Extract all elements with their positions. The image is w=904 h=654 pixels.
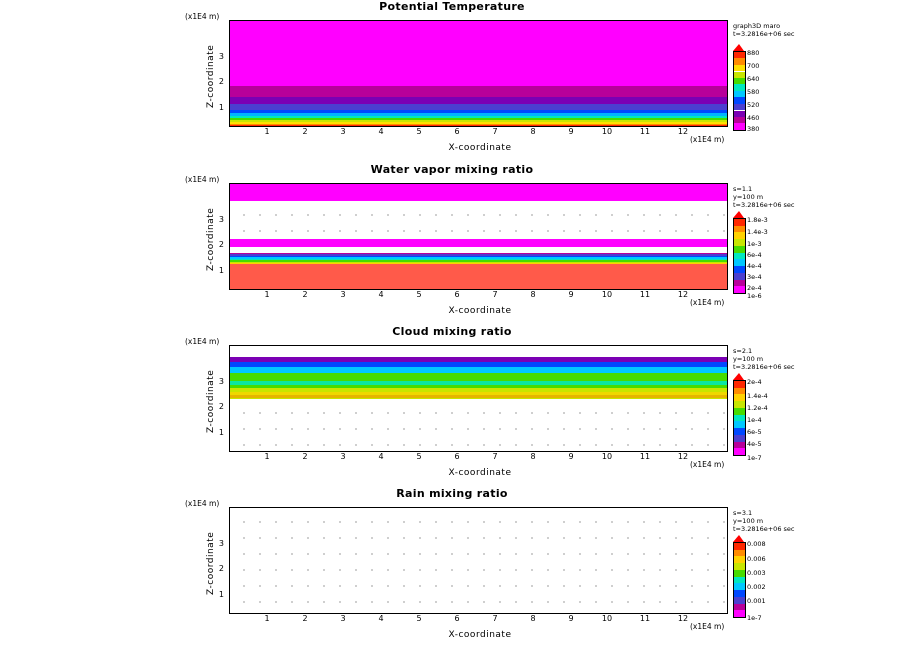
x-tick: 3 bbox=[340, 452, 346, 461]
colorbar-label: 3e-4 bbox=[747, 273, 762, 281]
x-tick: 5 bbox=[416, 127, 422, 136]
x-tick: 4 bbox=[378, 127, 384, 136]
panel-rain-mixing-ratio bbox=[0, 487, 904, 654]
colorbar-label: 0.002 bbox=[747, 583, 766, 591]
x-tick: 8 bbox=[530, 614, 536, 623]
colorbar-label: 1.8e-3 bbox=[747, 216, 768, 224]
x-tick: 12 bbox=[677, 614, 689, 623]
y-tick: 2 bbox=[218, 402, 224, 411]
x-axis-label: X-coordinate bbox=[448, 306, 512, 316]
colorbar-annotation-time: t=3.2816e+06 sec bbox=[733, 201, 795, 209]
x-tick: 2 bbox=[302, 452, 308, 461]
y-tick: 1 bbox=[218, 103, 224, 112]
x-tick: 12 bbox=[677, 452, 689, 461]
colorbar-label: 4e-5 bbox=[747, 440, 762, 448]
panel-title: Water vapor mixing ratio bbox=[370, 163, 534, 176]
x-tick: 11 bbox=[639, 452, 651, 461]
colorbar-scale bbox=[733, 542, 746, 618]
x-tick: 9 bbox=[568, 452, 574, 461]
colorbar-annotation-time: t=3.2816e+06 sec bbox=[733, 363, 795, 371]
x-tick: 7 bbox=[492, 127, 498, 136]
y-tick: 1 bbox=[218, 428, 224, 437]
colorbar-label: 0.006 bbox=[747, 555, 766, 563]
x-tick: 6 bbox=[454, 614, 460, 623]
x-tick: 9 bbox=[568, 290, 574, 299]
x-units-label: (x1E4 m) bbox=[690, 460, 725, 469]
x-tick: 7 bbox=[492, 452, 498, 461]
x-tick: 8 bbox=[530, 290, 536, 299]
y-tick: 3 bbox=[218, 215, 224, 224]
panel-title: Potential Temperature bbox=[379, 0, 525, 13]
y-units-label: (x1E4 m) bbox=[185, 337, 220, 346]
colorbar-label: 520 bbox=[747, 101, 760, 109]
x-tick: 9 bbox=[568, 127, 574, 136]
panel-water-vapor-mixing-ratio bbox=[0, 163, 904, 323]
colorbar-scale bbox=[733, 380, 746, 456]
x-tick: 5 bbox=[416, 452, 422, 461]
x-tick: 4 bbox=[378, 452, 384, 461]
x-tick: 2 bbox=[302, 614, 308, 623]
x-tick: 6 bbox=[454, 127, 460, 136]
y-tick: 1 bbox=[218, 590, 224, 599]
x-units-label: (x1E4 m) bbox=[690, 622, 725, 631]
colorbar-annotation-time: t=3.2816e+06 sec bbox=[733, 525, 795, 533]
colorbar-annotation-s: s=2.1 bbox=[733, 347, 753, 355]
colorbar-label: 700 bbox=[747, 62, 760, 70]
x-tick: 3 bbox=[340, 290, 346, 299]
y-tick: 3 bbox=[218, 539, 224, 548]
contour-bands bbox=[230, 21, 727, 126]
colorbar-label: 880 bbox=[747, 49, 760, 57]
x-tick: 11 bbox=[639, 614, 651, 623]
x-tick: 3 bbox=[340, 127, 346, 136]
colorbar-annotation-time: t=3.2816e+06 sec bbox=[733, 30, 795, 38]
x-units-label: (x1E4 m) bbox=[690, 298, 725, 307]
x-tick: 10 bbox=[601, 290, 613, 299]
x-tick: 12 bbox=[677, 290, 689, 299]
x-tick: 10 bbox=[601, 127, 613, 136]
x-tick: 8 bbox=[530, 452, 536, 461]
colorbar-label: 6e-5 bbox=[747, 428, 762, 436]
y-axis-label: Z-coordinate bbox=[206, 44, 216, 108]
contour-bands bbox=[230, 346, 727, 451]
x-tick: 1 bbox=[264, 127, 270, 136]
colorbar-top-arrow bbox=[733, 373, 744, 380]
colorbar-annotation-y: y=100 m bbox=[733, 193, 764, 201]
plot-area bbox=[229, 20, 728, 127]
x-tick: 3 bbox=[340, 614, 346, 623]
x-axis-label: X-coordinate bbox=[448, 468, 512, 478]
x-tick: 1 bbox=[264, 290, 270, 299]
contour-bands bbox=[230, 184, 727, 289]
y-tick: 3 bbox=[218, 52, 224, 61]
colorbar-top-arrow bbox=[733, 44, 744, 51]
x-axis-label: X-coordinate bbox=[448, 143, 512, 153]
colorbar-annotation-top: graph3D maro bbox=[733, 22, 781, 30]
x-tick: 10 bbox=[601, 452, 613, 461]
dot-grid bbox=[230, 508, 727, 613]
x-tick: 1 bbox=[264, 452, 270, 461]
x-tick: 11 bbox=[639, 127, 651, 136]
x-tick: 12 bbox=[677, 127, 689, 136]
colorbar-label: 2e-4 bbox=[747, 378, 762, 386]
x-tick: 7 bbox=[492, 614, 498, 623]
x-tick: 4 bbox=[378, 290, 384, 299]
colorbar-label: 580 bbox=[747, 88, 760, 96]
y-tick: 1 bbox=[218, 266, 224, 275]
y-axis-label: Z-coordinate bbox=[206, 369, 216, 433]
y-tick: 2 bbox=[218, 77, 224, 86]
y-tick: 2 bbox=[218, 564, 224, 573]
x-tick: 5 bbox=[416, 614, 422, 623]
panel-title: Cloud mixing ratio bbox=[392, 325, 512, 338]
colorbar-scale bbox=[733, 51, 746, 131]
colorbar-label: 460 bbox=[747, 114, 760, 122]
colorbar-label: 2e-4 bbox=[747, 284, 762, 292]
colorbar-annotation-s: s=3.1 bbox=[733, 509, 753, 517]
colorbar-top-arrow bbox=[733, 535, 744, 542]
colorbar-label: 0.008 bbox=[747, 540, 766, 548]
x-tick: 1 bbox=[264, 614, 270, 623]
colorbar-label: 0.003 bbox=[747, 569, 766, 577]
x-axis-label: X-coordinate bbox=[448, 630, 512, 640]
y-axis-label: Z-coordinate bbox=[206, 531, 216, 595]
colorbar-label: 0.001 bbox=[747, 597, 766, 605]
colorbar-annotation-y: y=100 m bbox=[733, 517, 764, 525]
x-tick: 7 bbox=[492, 290, 498, 299]
x-tick: 6 bbox=[454, 452, 460, 461]
plot-area bbox=[229, 345, 728, 452]
colorbar-label: 1.2e-4 bbox=[747, 404, 768, 412]
colorbar-label: 1.4e-4 bbox=[747, 392, 768, 400]
y-axis-label: Z-coordinate bbox=[206, 207, 216, 271]
x-tick: 10 bbox=[601, 614, 613, 623]
x-units-label: (x1E4 m) bbox=[690, 135, 725, 144]
y-units-label: (x1E4 m) bbox=[185, 12, 220, 21]
x-tick: 11 bbox=[639, 290, 651, 299]
colorbar-label: 1e-7 bbox=[747, 614, 762, 622]
colorbar-label: 1e-4 bbox=[747, 416, 762, 424]
colorbar-label: 1.4e-3 bbox=[747, 228, 768, 236]
colorbar-label: 640 bbox=[747, 75, 760, 83]
panel-title: Rain mixing ratio bbox=[396, 487, 508, 500]
x-tick: 8 bbox=[530, 127, 536, 136]
colorbar-annotation-s: s=1.1 bbox=[733, 185, 753, 193]
colorbar-label: 1e-3 bbox=[747, 240, 762, 248]
colorbar-scale bbox=[733, 218, 746, 294]
panel-cloud-mixing-ratio bbox=[0, 325, 904, 485]
x-tick: 9 bbox=[568, 614, 574, 623]
colorbar-label: 380 bbox=[747, 125, 760, 133]
colorbar-label: 6e-4 bbox=[747, 251, 762, 259]
y-units-label: (x1E4 m) bbox=[185, 175, 220, 184]
plot-area bbox=[229, 507, 728, 614]
x-tick: 6 bbox=[454, 290, 460, 299]
colorbar-label: 1e-6 bbox=[747, 292, 762, 300]
x-tick: 2 bbox=[302, 290, 308, 299]
colorbar-label: 1e-7 bbox=[747, 454, 762, 462]
colorbar-top-arrow bbox=[733, 211, 744, 218]
colorbar-annotation-y: y=100 m bbox=[733, 355, 764, 363]
y-tick: 3 bbox=[218, 377, 224, 386]
x-tick: 4 bbox=[378, 614, 384, 623]
plot-area bbox=[229, 183, 728, 290]
x-tick: 5 bbox=[416, 290, 422, 299]
y-tick: 2 bbox=[218, 240, 224, 249]
colorbar-label: 4e-4 bbox=[747, 262, 762, 270]
y-units-label: (x1E4 m) bbox=[185, 499, 220, 508]
x-tick: 2 bbox=[302, 127, 308, 136]
panel-potential-temperature bbox=[0, 0, 904, 160]
